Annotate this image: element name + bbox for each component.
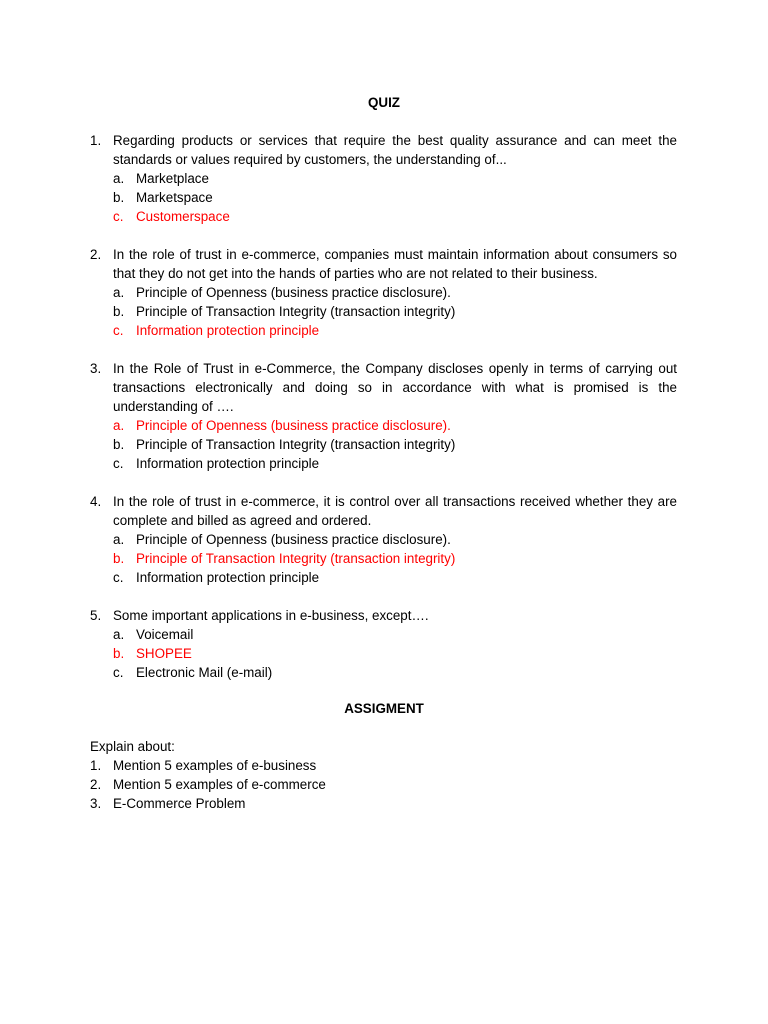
answer-option bbox=[113, 283, 677, 302]
assignment-item-text: Mention 5 examples of e-commerce bbox=[113, 777, 326, 792]
option-text: Electronic Mail (e-mail) bbox=[136, 665, 273, 680]
question-text: Regarding products or services that require the best quality assurance and can meet the standards or values required by customers, the understanding of... bbox=[113, 133, 677, 167]
option-text: Principle of Transaction Integrity (transaction integrity) bbox=[136, 551, 456, 566]
answer-options bbox=[90, 283, 677, 340]
assignment-item bbox=[90, 756, 677, 775]
answer-option bbox=[113, 530, 677, 549]
correct-answer-option bbox=[113, 207, 677, 226]
question-text: Some important applications in e-business, except…. bbox=[113, 608, 429, 623]
assignment-item bbox=[90, 775, 677, 794]
option-text: Principle of Transaction Integrity (transaction integrity) bbox=[136, 437, 456, 452]
option-letter: c. bbox=[113, 570, 124, 585]
option-text: Information protection principle bbox=[136, 323, 320, 338]
question-number: 2. bbox=[90, 247, 102, 262]
question-number: 3. bbox=[90, 361, 102, 376]
option-letter: c. bbox=[113, 456, 124, 471]
answer-option bbox=[113, 188, 677, 207]
correct-answer-option bbox=[113, 644, 677, 663]
option-text: Principle of Transaction Integrity (transaction integrity) bbox=[136, 304, 456, 319]
quiz-question-3 bbox=[90, 359, 677, 473]
option-text: Marketplace bbox=[136, 171, 209, 186]
assignment-title: ASSIGMENT bbox=[344, 701, 424, 716]
option-letter: a. bbox=[113, 418, 125, 433]
quiz-question-list bbox=[90, 131, 677, 701]
option-letter: a. bbox=[113, 285, 125, 300]
quiz-question-1 bbox=[90, 131, 677, 226]
assignment-item-number: 1. bbox=[90, 758, 102, 773]
correct-answer-option bbox=[113, 321, 677, 340]
question-number: 4. bbox=[90, 494, 102, 509]
option-letter: b. bbox=[113, 646, 125, 661]
assignment-item-text: E-Commerce Problem bbox=[113, 796, 246, 811]
assignment-section bbox=[90, 737, 677, 813]
assignment-intro: Explain about: bbox=[90, 739, 175, 754]
question-number: 5. bbox=[90, 608, 102, 623]
quiz-question-4 bbox=[90, 492, 677, 587]
option-letter: a. bbox=[113, 171, 125, 186]
answer-option bbox=[113, 435, 677, 454]
answer-options bbox=[90, 169, 677, 226]
option-text: Principle of Openness (business practice disclosure). bbox=[136, 285, 451, 300]
correct-answer-option bbox=[113, 549, 677, 568]
option-text: Marketspace bbox=[136, 190, 213, 205]
answer-options bbox=[90, 530, 677, 587]
option-text: Principle of Openness (business practice disclosure). bbox=[136, 418, 451, 433]
answer-option bbox=[113, 169, 677, 188]
option-text: Customerspace bbox=[136, 209, 230, 224]
option-letter: c. bbox=[113, 209, 124, 224]
correct-answer-option bbox=[113, 416, 677, 435]
quiz-question-2 bbox=[90, 245, 677, 340]
quiz-question-5 bbox=[90, 606, 677, 682]
assignment-item-number: 3. bbox=[90, 796, 102, 811]
option-letter: b. bbox=[113, 304, 125, 319]
assignment-item bbox=[90, 794, 677, 813]
option-text: Principle of Openness (business practice disclosure). bbox=[136, 532, 451, 547]
option-letter: a. bbox=[113, 627, 125, 642]
answer-option bbox=[113, 454, 677, 473]
option-text: Information protection principle bbox=[136, 570, 320, 585]
answer-option bbox=[113, 663, 677, 682]
answer-options bbox=[90, 625, 677, 682]
option-letter: b. bbox=[113, 190, 125, 205]
answer-option bbox=[113, 302, 677, 321]
assignment-item-number: 2. bbox=[90, 777, 102, 792]
option-letter: c. bbox=[113, 323, 124, 338]
option-letter: b. bbox=[113, 551, 125, 566]
option-letter: a. bbox=[113, 532, 125, 547]
option-letter: b. bbox=[113, 437, 125, 452]
assignment-item-text: Mention 5 examples of e-business bbox=[113, 758, 317, 773]
quiz-title: QUIZ bbox=[368, 95, 400, 110]
answer-option bbox=[113, 568, 677, 587]
question-text: In the role of trust in e-commerce, it is control over all transactions received whether they are complete and billed as agreed and ordered. bbox=[113, 494, 677, 528]
question-number: 1. bbox=[90, 133, 102, 148]
option-letter: c. bbox=[113, 665, 124, 680]
option-text: Information protection principle bbox=[136, 456, 320, 471]
option-text: SHOPEE bbox=[136, 646, 192, 661]
answer-options bbox=[90, 416, 677, 473]
question-text: In the Role of Trust in e-Commerce, the Company discloses openly in terms of carrying out transactions electronically and doing so in accordance with what is promised is the understanding of …. bbox=[113, 361, 677, 414]
question-text: In the role of trust in e-commerce, companies must maintain information about consumers so that they do not get into the hands of parties who are not related to their business. bbox=[113, 247, 677, 281]
answer-option bbox=[113, 625, 677, 644]
option-text: Voicemail bbox=[136, 627, 194, 642]
